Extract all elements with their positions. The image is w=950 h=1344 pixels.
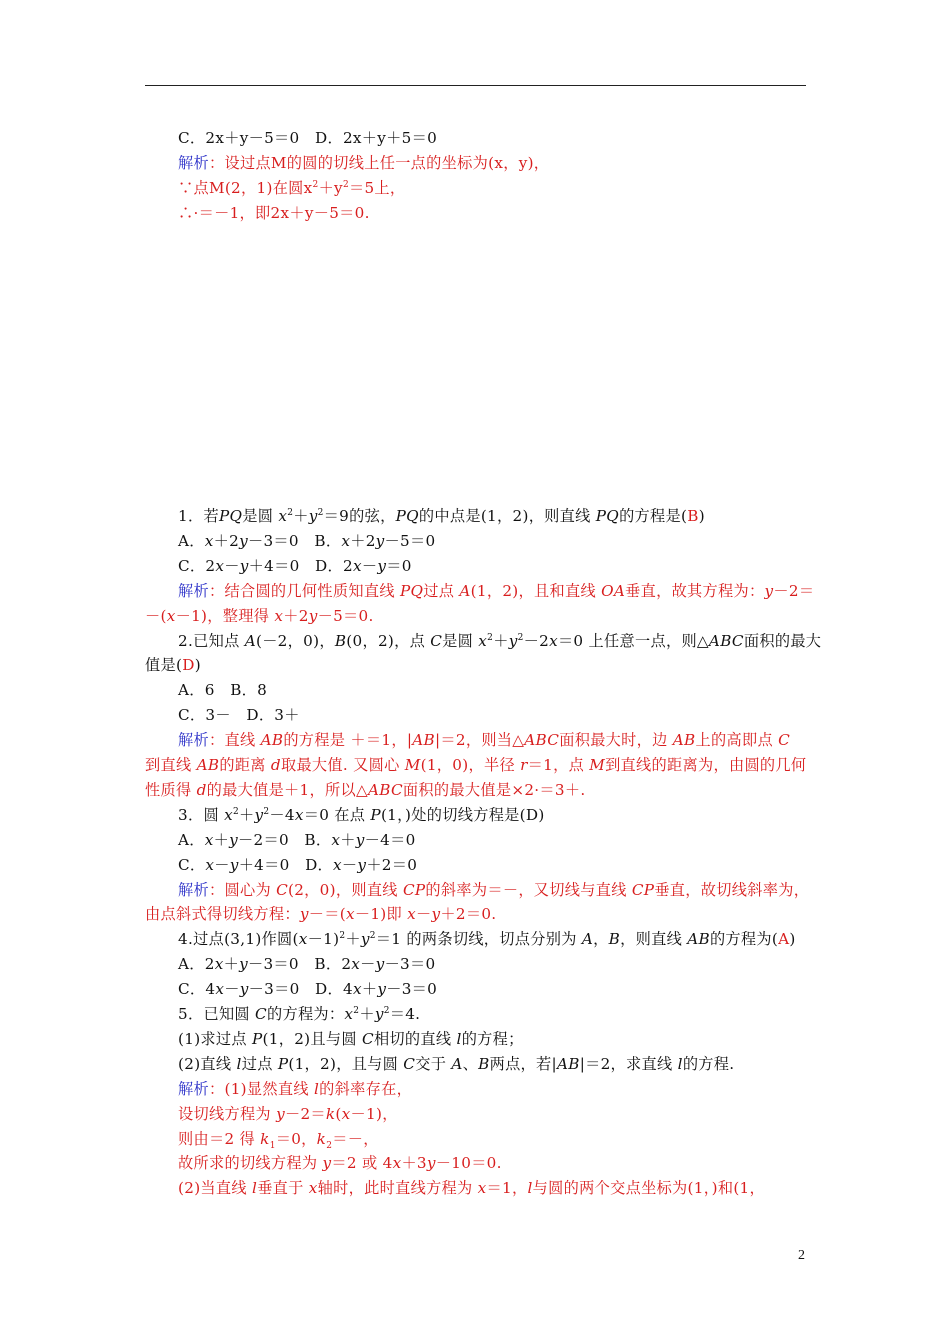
text-run: l bbox=[252, 1179, 258, 1197]
text-line bbox=[178, 1079, 412, 1099]
text-run: 的最大值是＋1，所以△ bbox=[206, 781, 368, 799]
text-run: (1，2)，且与圆 bbox=[288, 1055, 404, 1073]
text-run: y bbox=[377, 980, 387, 998]
text-line bbox=[178, 531, 435, 551]
text-line bbox=[178, 805, 545, 825]
text-run: A bbox=[244, 632, 256, 650]
text-run: C bbox=[362, 1030, 374, 1048]
text-run: ＋ bbox=[238, 806, 255, 824]
text-run: 2 bbox=[369, 930, 376, 941]
text-run: P bbox=[252, 1030, 263, 1048]
text-run: PQ bbox=[399, 582, 424, 600]
text-run: 到直线的距离为，由圆的几何 bbox=[605, 756, 807, 774]
text-run: － bbox=[361, 557, 378, 575]
text-run: ＋3 bbox=[401, 1154, 427, 1172]
text-run: l bbox=[456, 1030, 462, 1048]
text-run: 两点，若| bbox=[489, 1055, 557, 1073]
text-run: 轴时，此时直线方程为 bbox=[317, 1179, 478, 1197]
text-run: ＋ bbox=[361, 980, 378, 998]
text-run: (2，0)，则直线 bbox=[287, 881, 403, 899]
text-run: |＝2，求直线 bbox=[579, 1055, 678, 1073]
text-run: 的斜率存在， bbox=[319, 1080, 413, 1098]
text-run: y bbox=[229, 856, 239, 874]
text-line bbox=[145, 904, 496, 924]
text-run: PQ bbox=[395, 507, 419, 525]
text-run: ＋ bbox=[345, 930, 361, 948]
text-run: 2 bbox=[263, 806, 270, 817]
text-run: (1，2)且与圆 bbox=[262, 1030, 363, 1048]
text-run: 2 bbox=[326, 1141, 333, 1152]
text-run: 的方程为( bbox=[709, 930, 779, 948]
text-run: ＝0 bbox=[386, 557, 412, 575]
text-run: x bbox=[294, 806, 304, 824]
text-run: ：设过点M的圆的切线上任一点的坐标为(x，y)， bbox=[208, 154, 550, 172]
text-run: M bbox=[589, 756, 606, 774]
text-run: ：(1)显然直线 bbox=[208, 1080, 314, 1098]
text-run: B bbox=[608, 930, 621, 948]
text-run: y bbox=[426, 1154, 436, 1172]
text-run: 相切的直线 bbox=[373, 1030, 457, 1048]
text-run: ＋ bbox=[223, 955, 240, 973]
text-run: ＋2 bbox=[213, 532, 240, 550]
text-run: 面积最大时，边 bbox=[559, 731, 673, 749]
text-run: 面积的最大 bbox=[743, 632, 822, 650]
text-run: －2 bbox=[523, 632, 550, 650]
text-run: 与圆的两个交点坐标为(1，)和(1， bbox=[532, 1179, 766, 1197]
text-run: x bbox=[407, 905, 417, 923]
text-run: 的距离 bbox=[219, 756, 271, 774]
text-run: x bbox=[477, 1179, 487, 1197]
text-run: AB bbox=[412, 731, 435, 749]
text-run: ＝2 或 4 bbox=[331, 1154, 393, 1172]
text-run: 故所求的切线方程为 bbox=[178, 1154, 323, 1172]
text-line bbox=[145, 780, 586, 800]
text-run: ＋y bbox=[318, 179, 343, 197]
text-run: 则由＝2 得 bbox=[178, 1130, 261, 1148]
text-line bbox=[178, 1029, 524, 1049]
text-line bbox=[178, 855, 417, 875]
text-run: －3＝0 D．4 bbox=[248, 980, 353, 998]
text-run: x bbox=[331, 831, 341, 849]
text-run: 面积的最大值是×2·＝3＋. bbox=[402, 781, 586, 799]
text-run: y bbox=[239, 980, 249, 998]
text-run: y bbox=[276, 1105, 285, 1123]
text-run: ＋2＝0. bbox=[440, 905, 497, 923]
text-run: C bbox=[255, 1005, 267, 1023]
text-run: ( bbox=[335, 1105, 342, 1123]
text-run: d bbox=[270, 756, 281, 774]
text-run: C．3－ D．3＋ bbox=[178, 706, 300, 724]
text-run: 2 bbox=[342, 179, 349, 190]
text-run: ＋ bbox=[493, 632, 509, 650]
text-run: y bbox=[355, 831, 365, 849]
text-line bbox=[178, 680, 267, 700]
text-run: y bbox=[239, 557, 249, 575]
text-line bbox=[178, 1129, 379, 1152]
text-run: (1，0)，半径 bbox=[420, 756, 521, 774]
text-run: 的斜率为＝－，又切线与直线 bbox=[425, 881, 632, 899]
text-run: y bbox=[764, 582, 774, 600]
text-run: ＝0 在点 bbox=[303, 806, 371, 824]
text-run: 垂直，故其方程为： bbox=[625, 582, 765, 600]
text-run: ＝0 上任意一点，则△ bbox=[557, 632, 709, 650]
text-run: 2 bbox=[339, 930, 346, 941]
text-run: －5＝0 bbox=[384, 532, 436, 550]
text-run: －4 bbox=[269, 806, 295, 824]
text-run: － bbox=[224, 980, 240, 998]
text-run: 上的高即点 bbox=[695, 731, 779, 749]
text-run: 2.已知点 bbox=[178, 632, 245, 650]
text-line bbox=[145, 606, 374, 626]
text-run: y bbox=[239, 532, 248, 550]
text-run: x bbox=[549, 632, 558, 650]
text-run: y bbox=[239, 955, 248, 973]
solution-label: 解析 bbox=[178, 582, 209, 600]
text-run: CP bbox=[631, 881, 655, 899]
text-run: － bbox=[224, 557, 240, 575]
text-run: PQ bbox=[595, 507, 620, 525]
text-run: C．4 bbox=[178, 980, 216, 998]
text-run: l bbox=[313, 1080, 320, 1098]
text-run: C bbox=[778, 731, 790, 749]
text-run: k bbox=[325, 1105, 336, 1123]
text-run: ＝5上， bbox=[348, 179, 406, 197]
text-run: x bbox=[204, 831, 214, 849]
text-run: 过点 bbox=[241, 1055, 278, 1073]
text-run: 5．已知圆 bbox=[178, 1005, 256, 1023]
text-run: ∴·＝－1，即2x＋y－5＝0. bbox=[178, 204, 370, 222]
text-line bbox=[178, 1153, 502, 1173]
text-run: －10＝0. bbox=[435, 1154, 502, 1172]
text-run: ：圆心为 bbox=[208, 881, 277, 899]
text-run: ＝1， bbox=[486, 1179, 528, 1197]
text-run: x bbox=[345, 905, 355, 923]
text-line bbox=[178, 705, 300, 725]
text-run: y bbox=[254, 806, 264, 824]
solution-label: 解析 bbox=[178, 731, 209, 749]
text-run: x bbox=[341, 1105, 351, 1123]
text-run: x bbox=[308, 1179, 318, 1197]
text-run: －1)， bbox=[350, 1105, 398, 1123]
text-run: x bbox=[278, 507, 288, 525]
text-run: ＝4. bbox=[389, 1005, 421, 1023]
text-run: x bbox=[274, 607, 284, 625]
text-run: 2 bbox=[383, 1005, 390, 1016]
text-run: ：结合圆的几何性质知直线 bbox=[208, 582, 400, 600]
text-line bbox=[178, 153, 549, 173]
text-run: A． bbox=[178, 831, 205, 849]
text-line bbox=[178, 830, 416, 850]
text-run: 3．圆 bbox=[178, 806, 225, 824]
text-run: A． bbox=[178, 532, 205, 550]
answer-letter: D bbox=[182, 656, 195, 674]
text-run: ：直线 bbox=[208, 731, 261, 749]
text-line bbox=[178, 581, 814, 601]
text-run: CP bbox=[402, 881, 426, 899]
text-run: 取最大值. 又圆心 bbox=[280, 756, 405, 774]
text-line bbox=[178, 954, 435, 974]
text-run: ， bbox=[593, 930, 609, 948]
text-run: (2)直线 bbox=[178, 1055, 237, 1073]
text-line bbox=[178, 1054, 734, 1074]
text-run: d bbox=[196, 781, 207, 799]
text-run: 的方程； bbox=[461, 1030, 524, 1048]
text-run: －1)，整理得 bbox=[175, 607, 275, 625]
answer-letter: B bbox=[687, 507, 699, 525]
text-run: OA bbox=[601, 582, 626, 600]
text-run: ＋ bbox=[340, 831, 356, 849]
text-run: (1)求过点 bbox=[178, 1030, 253, 1048]
text-run: x bbox=[224, 806, 233, 824]
text-run: k bbox=[260, 1130, 270, 1148]
text-line bbox=[178, 128, 437, 148]
text-line bbox=[178, 1178, 765, 1198]
solution-label: 解析 bbox=[178, 881, 209, 899]
text-run: 设切线方程为 bbox=[178, 1105, 277, 1123]
text-line bbox=[178, 730, 790, 750]
text-run: P bbox=[277, 1055, 289, 1073]
text-run: 到直线 bbox=[145, 756, 197, 774]
text-run: ＝－， bbox=[332, 1130, 379, 1148]
text-run: AB bbox=[687, 930, 710, 948]
text-line bbox=[178, 929, 796, 949]
text-run: ABC bbox=[367, 781, 403, 799]
text-run: l bbox=[527, 1179, 533, 1197]
answer-letter: A bbox=[778, 930, 790, 948]
text-run: x bbox=[352, 980, 362, 998]
text-line bbox=[178, 1104, 398, 1124]
solution-label: 解析 bbox=[178, 154, 209, 172]
text-run: A．6 B．8 bbox=[178, 681, 268, 699]
text-run: AB bbox=[260, 731, 284, 749]
text-run: k bbox=[316, 1130, 327, 1148]
text-run: x bbox=[204, 532, 214, 550]
text-run: l bbox=[677, 1055, 683, 1073]
text-run: B bbox=[478, 1055, 490, 1073]
text-line bbox=[178, 203, 370, 223]
text-run: A bbox=[459, 582, 471, 600]
text-run: 2 bbox=[317, 507, 324, 518]
text-line bbox=[178, 880, 809, 900]
text-run: y bbox=[322, 1154, 332, 1172]
text-run: 2 bbox=[312, 179, 319, 190]
text-run: (2)当直线 bbox=[178, 1179, 253, 1197]
text-run: 的方程是( bbox=[619, 507, 688, 525]
text-line bbox=[178, 631, 821, 651]
text-run: －1)即 bbox=[354, 905, 408, 923]
text-run: y bbox=[508, 632, 518, 650]
text-line bbox=[145, 755, 806, 775]
page-number: 2 bbox=[798, 1248, 805, 1263]
text-run: ) bbox=[194, 656, 201, 674]
text-run: ＋2＝0 bbox=[366, 856, 418, 874]
text-run: －3＝0 bbox=[384, 955, 436, 973]
text-run: －2＝0 B． bbox=[238, 831, 332, 849]
text-run: ∵点M(2，1)在圆x bbox=[178, 179, 313, 197]
text-run: C bbox=[430, 632, 443, 650]
text-run: 2 bbox=[487, 632, 494, 643]
text-run: 垂直，故切线斜率为， bbox=[654, 881, 810, 899]
text-line bbox=[178, 979, 437, 999]
text-run: 是圆 bbox=[242, 507, 279, 525]
solution-label: 解析 bbox=[178, 1080, 209, 1098]
text-run: ＋2 bbox=[350, 532, 376, 550]
text-run: 的中点是(1，2)，则直线 bbox=[418, 507, 596, 525]
text-run: x bbox=[215, 980, 225, 998]
text-run: x bbox=[166, 607, 176, 625]
text-run: ＋ bbox=[293, 507, 309, 525]
text-line bbox=[178, 1004, 420, 1024]
text-run: y bbox=[308, 507, 318, 525]
text-run: y bbox=[299, 905, 309, 923]
text-run: 交于 bbox=[415, 1055, 452, 1073]
text-run: ＋4＝0 D．2 bbox=[248, 557, 353, 575]
text-run: ＋ bbox=[213, 831, 230, 849]
text-line bbox=[178, 178, 405, 198]
text-run: (1，2)，且和直线 bbox=[470, 582, 602, 600]
text-run: ．2x＋y＋5＝0 bbox=[327, 129, 438, 147]
text-run: A bbox=[451, 1055, 463, 1073]
text-run: －4＝0 bbox=[364, 831, 416, 849]
text-run: － bbox=[341, 856, 358, 874]
text-run: (0，2)，点 bbox=[346, 632, 431, 650]
text-run: y bbox=[375, 532, 385, 550]
text-run: y bbox=[377, 557, 387, 575]
text-run: x bbox=[351, 955, 361, 973]
text-run: x bbox=[298, 930, 308, 948]
text-line bbox=[178, 506, 705, 526]
text-run: 值是( bbox=[145, 656, 183, 674]
text-run: 的方程是 ＋＝1，| bbox=[283, 731, 413, 749]
text-run: 2 bbox=[232, 806, 239, 817]
text-run: x bbox=[352, 557, 362, 575]
text-run: －3＝0 B． bbox=[247, 532, 342, 550]
text-run: 1 bbox=[269, 1141, 276, 1152]
text-run: 由点斜式得切线方程： bbox=[145, 905, 300, 923]
text-run: ＝9的弦， bbox=[323, 507, 396, 525]
text-run: ) bbox=[789, 930, 796, 948]
text-run: －2＝ bbox=[284, 1105, 326, 1123]
text-run: 2 bbox=[517, 632, 524, 643]
text-run: 4.过点(3,1)作圆( bbox=[178, 930, 299, 948]
text-run: ＝1，点 bbox=[527, 756, 590, 774]
text-run: x bbox=[214, 955, 224, 973]
text-run: D bbox=[315, 129, 328, 147]
text-run: 过点 bbox=[423, 582, 460, 600]
text-run: P bbox=[370, 806, 381, 824]
text-run: y bbox=[374, 1005, 384, 1023]
text-run: 2 bbox=[287, 507, 294, 518]
text-run: x bbox=[341, 532, 351, 550]
text-run: 2 bbox=[353, 1005, 360, 1016]
text-run: 的方程为： bbox=[266, 1005, 345, 1023]
text-run: x bbox=[392, 1154, 402, 1172]
text-run: 性质得 bbox=[145, 781, 197, 799]
text-run: y bbox=[360, 930, 370, 948]
text-run: |＝2，则当△ bbox=[434, 731, 525, 749]
text-run: 、 bbox=[462, 1055, 479, 1073]
text-line bbox=[145, 655, 201, 675]
text-run: l bbox=[236, 1055, 242, 1073]
text-run: A bbox=[581, 930, 594, 948]
text-run: x bbox=[344, 1005, 354, 1023]
text-run: B bbox=[334, 632, 347, 650]
text-run: －1) bbox=[307, 930, 340, 948]
text-run: 垂直于 bbox=[257, 1179, 309, 1197]
text-run: (1，)处的切线方程是(D) bbox=[380, 806, 545, 824]
header-rule bbox=[145, 85, 806, 86]
text-run: C bbox=[178, 129, 190, 147]
text-run: y bbox=[308, 607, 318, 625]
text-run: － bbox=[360, 955, 376, 973]
text-run: ＋4＝0 D． bbox=[238, 856, 334, 874]
text-run: － bbox=[214, 856, 230, 874]
text-run: y bbox=[357, 856, 367, 874]
text-run: －3＝0 B．2 bbox=[247, 955, 352, 973]
text-run: 的方程. bbox=[682, 1055, 735, 1073]
text-run: ＋ bbox=[359, 1005, 375, 1023]
text-run: －5＝0. bbox=[317, 607, 374, 625]
text-run: y bbox=[375, 955, 385, 973]
text-run: ＋2 bbox=[283, 607, 309, 625]
text-run: y bbox=[229, 831, 239, 849]
text-run: C．2 bbox=[178, 557, 216, 575]
text-run: AB bbox=[196, 756, 220, 774]
text-run: C． bbox=[178, 856, 206, 874]
text-run: ＝0， bbox=[275, 1130, 317, 1148]
text-run: (－2，0)， bbox=[255, 632, 335, 650]
text-run: M bbox=[404, 756, 421, 774]
text-run: AB bbox=[556, 1055, 580, 1073]
text-run: －( bbox=[145, 607, 167, 625]
text-run: －＝( bbox=[308, 905, 346, 923]
text-run: － bbox=[416, 905, 432, 923]
text-run: x bbox=[333, 856, 342, 874]
text-run: ) bbox=[698, 507, 705, 525]
text-run: y bbox=[431, 905, 441, 923]
text-run: x bbox=[478, 632, 488, 650]
text-line bbox=[178, 556, 412, 576]
text-run: ，则直线 bbox=[620, 930, 688, 948]
text-run: －3＝0 bbox=[386, 980, 438, 998]
text-run: ＝1 的两条切线，切点分别为 bbox=[375, 930, 582, 948]
text-run: 1．若 bbox=[178, 507, 219, 525]
text-run: A．2 bbox=[178, 955, 215, 973]
text-run: PQ bbox=[218, 507, 243, 525]
text-run: x bbox=[205, 856, 215, 874]
text-run: ．2x＋y－5＝0 bbox=[189, 129, 315, 147]
text-run: r bbox=[520, 756, 528, 774]
text-run: C bbox=[403, 1055, 416, 1073]
text-run: ABC bbox=[708, 632, 744, 650]
text-run: AB bbox=[672, 731, 696, 749]
text-run: ABC bbox=[524, 731, 560, 749]
text-run: －2＝ bbox=[773, 582, 815, 600]
text-run: x bbox=[215, 557, 225, 575]
text-run: 是圆 bbox=[442, 632, 479, 650]
text-run: C bbox=[276, 881, 288, 899]
